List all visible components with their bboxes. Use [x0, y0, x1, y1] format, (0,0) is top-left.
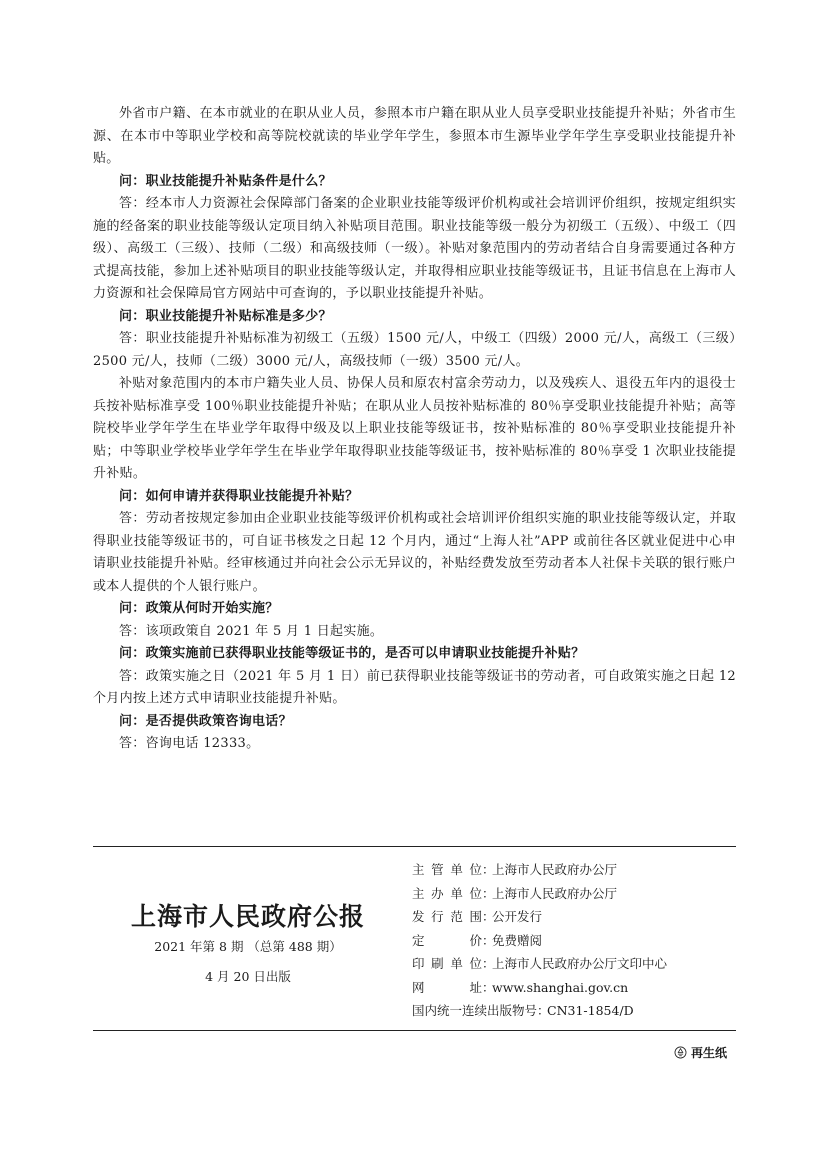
info-value: 上海市人民政府办公厅: [492, 862, 618, 877]
publication-date: 4 月 20 日出版: [205, 969, 291, 984]
answer-paragraph: 答：职业技能提升补贴标准为初级工（五级）1500 元/人，中级工（四级）2000 元/人，高级工（三级）2500 元/人，技师（二级）3000 元/人，高级技师（一级）3500 元/人。: [93, 331, 736, 369]
info-colon: ：: [482, 979, 495, 995]
info-label: 定 价: [412, 932, 482, 948]
answer-paragraph: 答：政策实施之日（2021 年 5 月 1 日）前已获得职业技能等级证书的劳动者，可自政策实施之日起 12 个月内按上述方式申请职业技能提升补贴。: [93, 668, 736, 706]
info-colon: ：: [537, 1003, 550, 1018]
info-value: 上海市人民政府办公厅: [492, 885, 618, 901]
answer-paragraph: 答：该项政策自 2021 年 5 月 1 日起实施。: [119, 623, 384, 639]
bottom-rule: [93, 1030, 736, 1031]
info-value: CN31-1854/D: [547, 1003, 634, 1018]
info-label: 主管单位: [412, 862, 482, 877]
question-heading: 问：政策实施前已获得职业技能等级证书的，是否可以申请职业技能提升补贴？: [119, 646, 585, 661]
info-colon: ：: [482, 862, 495, 877]
info-label: 印刷单位: [412, 956, 482, 971]
publication-info: [412, 858, 742, 1023]
info-colon: ：: [482, 885, 495, 901]
info-value: www.shanghai.gov.cn: [492, 979, 629, 995]
info-label: 网 址: [412, 979, 482, 995]
info-label: 主办单位: [412, 885, 482, 901]
answer-paragraph: 补贴对象范围内的本市户籍失业人员、协保人员和原农村富余劳动力，以及残疾人、退役五年内的退役士兵按补贴标准享受 100％职业技能提升补贴；在职从业人员按补贴标准的 80％享受职业技能提升补贴；高等院校毕业学年学生在毕业学年取得中级及以上职业技能等级证书，按补贴标准的 80％享受职业技能提升补贴；中等职业学校毕业学年学生在毕业学年取得职业技能等级证书，按补贴标准的 80％享受 1 次职业技能提升补贴。: [93, 376, 736, 481]
info-row: [412, 905, 742, 929]
question-heading: 问：职业技能提升补贴条件是什么？: [119, 173, 332, 189]
badge-label: 再生纸: [690, 1046, 727, 1060]
answer-paragraph: 答：劳动者按规定参加由企业职业技能等级评价机构或社会培训评价组织实施的职业技能等级认定，并取得职业技能等级证书的，可自证书核发之日起 12 个月内，通过“上海人社”APP 或前往各区就业促进中心申请职业技能提升补贴。经审核通过并向社会公示无异议的，补贴经费发放至劳动者本人社保卡关联的银行账户或本人提供的个人银行账户。: [93, 511, 736, 594]
answer-paragraph: 答：经本市人力资源社会保障部门备案的企业职业技能等级评价机构或社会培训评价组织，按规定组织实施的经备案的职业技能等级认定项目纳入补贴项目范围。职业技能等级一般分为初级工（五级）、中级工（四级）、高级工（三级）、技师（二级）和高级技师（一级）。补贴对象范围内的劳动者结合自身需要通过各种方式提高技能，参加上述补贴项目的职业技能等级认定，并取得相应职业技能等级证书，且证书信息在上海市人力资源和社会保障局官方网站中可查询的，予以职业技能提升补贴。: [93, 196, 736, 301]
top-rule: [93, 846, 736, 847]
publication-title: 上海市人民政府公报: [130, 902, 365, 931]
recycled-paper-badge: [674, 1044, 727, 1061]
info-row: [412, 999, 742, 1023]
info-colon: ：: [482, 932, 495, 948]
info-value: 公开发行: [492, 909, 543, 924]
recycle-icon: [674, 1046, 687, 1059]
info-label: 国内统一连续出版物号: [412, 1003, 538, 1018]
info-row: [412, 882, 742, 906]
question-heading: 问：职业技能提升补贴标准是多少？: [119, 308, 332, 324]
info-label: 发行范围: [412, 909, 482, 924]
info-colon: ：: [482, 909, 495, 924]
article-body: [93, 103, 736, 756]
question-heading: 问：是否提供政策咨询电话？: [119, 713, 292, 729]
info-value: 免费赠阅: [492, 932, 543, 948]
question-heading: 问：如何申请并获得职业技能提升补贴？: [119, 488, 359, 504]
info-colon: ：: [482, 956, 495, 971]
answer-paragraph: 外省市户籍、在本市就业的在职从业人员，参照本市户籍在职从业人员享受职业技能提升补贴；外省市生源、在本市中等职业学校和高等院校就读的毕业学年学生，参照本市生源毕业学年学生享受职业技能提升补贴。: [93, 106, 736, 166]
issue-number: 2021 年第 8 期 （总第 488 期）: [154, 939, 342, 954]
info-row: [412, 952, 742, 976]
answer-paragraph: 答：咨询电话 12333。: [119, 736, 260, 751]
info-value: 上海市人民政府办公厅文印中心: [492, 956, 668, 971]
question-heading: 问：政策从何时开始实施？: [119, 601, 279, 616]
info-row: [412, 976, 742, 1000]
info-row: [412, 858, 742, 882]
info-row: [412, 929, 742, 953]
